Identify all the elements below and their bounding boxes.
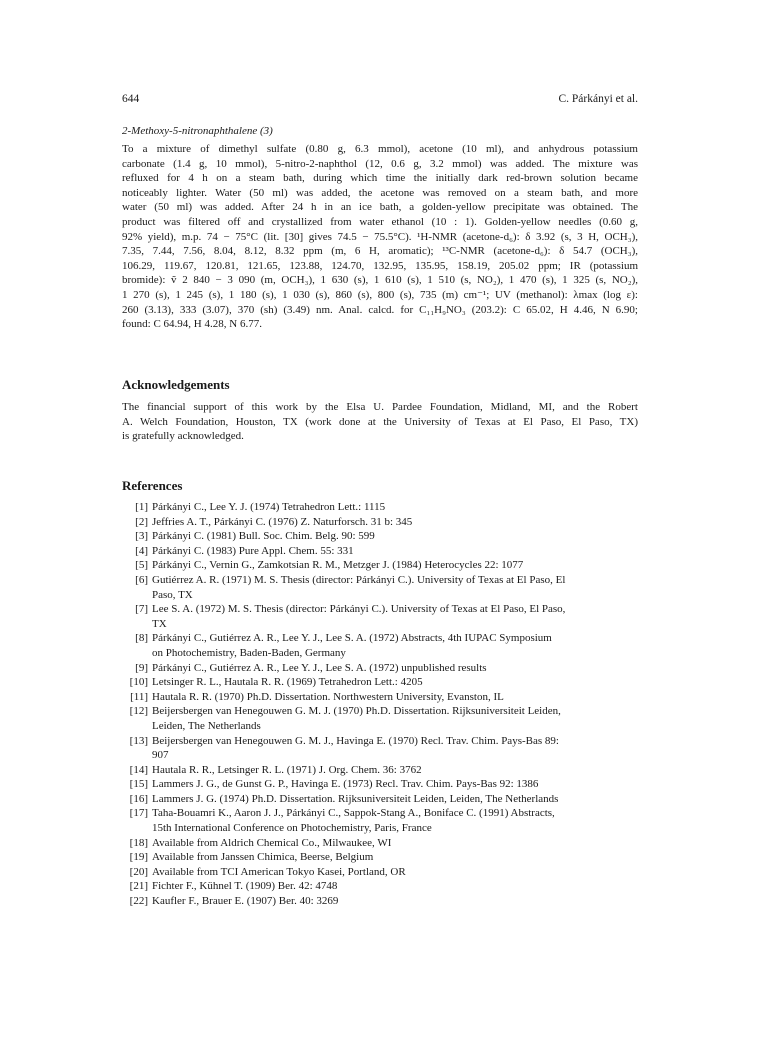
reference-item <box>122 675 638 690</box>
reference-item <box>122 763 638 778</box>
acknowledgements-line: A. Welch Foundation, Houston, TX (work done at the University of Texas at El Paso, El Paso, TX) <box>122 415 638 428</box>
reference-number: [7] <box>135 603 148 616</box>
reference-text: Lee S. A. (1972) M. S. Thesis (director: Párkányi C.). University of Texas at El Paso, El Paso, <box>152 603 566 616</box>
reference-number: [16] <box>129 792 148 805</box>
reference-text: Párkányi C. (1983) Pure Appl. Chem. 55: 331 <box>152 544 354 557</box>
reference-item <box>122 777 638 792</box>
reference-number: [8] <box>135 632 148 645</box>
acknowledgements-heading: Acknowledgements <box>122 377 230 392</box>
procedure-line: carbonate (1.4 g, 10 mmol), 5-nitro-2-naphthol (12, 0.6 g, 3.2 mmol) was added. The mixture was <box>122 157 638 170</box>
procedure-line: 7.35, 7.44, 7.56, 8.04, 8.12, 8.32 ppm (m, 6 H, aromatic); ¹³C-NMR (acetone-d₆): δ 54.7 (OCH₃), <box>122 245 638 258</box>
reference-number: [15] <box>129 778 148 791</box>
reference-number: [22] <box>129 895 148 908</box>
reference-number: [11] <box>130 690 148 703</box>
procedure-line: 92% yield), m.p. 74 − 75°C (lit. [30] gives 74.5 − 75.5°C). ¹H-NMR (acetone-d₆): δ 3.92 (s, 3 H, OCH₃), <box>122 230 638 243</box>
reference-text: Párkányi C. (1981) Bull. Soc. Chim. Belg. 90: 599 <box>152 530 375 543</box>
reference-item <box>122 734 638 763</box>
compound-title: 2-Methoxy-5-nitronaphthalene (3) <box>122 125 273 137</box>
reference-number: [10] <box>129 676 148 689</box>
procedure-line: product was filtered off and crystallized from water ethanol (10 : 1). Golden-yellow needles (0.60 g, <box>122 215 638 228</box>
running-header <box>122 93 638 109</box>
procedure-line: 260 (3.13), 333 (3.07), 370 (sh) (3.49) nm. Anal. calcd. for C₁₁H₉NO₃ (203.2): C 65.02, H 4.46, N 6.90; <box>122 303 638 316</box>
reference-text: Taha-Bouamri K., Aaron J. J., Párkányi C., Sappok-Stang A., Boniface C. (1991) Abstracts, <box>152 807 555 820</box>
reference-number: [5] <box>135 559 148 572</box>
reference-item <box>122 529 638 544</box>
reference-item <box>122 573 638 602</box>
reference-number: [20] <box>129 865 148 878</box>
references-heading: References <box>122 478 183 493</box>
acknowledgements-line: is gratefully acknowledged. <box>122 430 244 443</box>
reference-item <box>122 806 638 835</box>
reference-number: [2] <box>135 515 148 528</box>
reference-text: Hautala R. R., Letsinger R. L. (1971) J. Org. Chem. 36: 3762 <box>152 763 422 776</box>
acknowledgements-line: The financial support of this work by the Elsa U. Pardee Foundation, Midland, MI, and the Robert <box>122 401 638 413</box>
reference-number: [14] <box>129 763 148 776</box>
reference-item <box>122 894 638 909</box>
reference-text: Párkányi C., Gutiérrez A. R., Lee Y. J., Lee S. A. (1972) unpublished results <box>152 661 487 674</box>
reference-text: Paso, TX <box>152 588 193 601</box>
reference-number: [9] <box>135 661 148 674</box>
reference-item <box>122 704 638 733</box>
reference-number: [18] <box>129 836 148 849</box>
reference-item <box>122 631 638 660</box>
reference-item <box>122 515 638 530</box>
reference-item <box>122 661 638 676</box>
reference-number: [12] <box>129 705 148 718</box>
reference-number: [19] <box>129 851 148 864</box>
reference-text: Lammers J. G. (1974) Ph.D. Dissertation. Rijksuniversiteit Leiden, Leiden, The Netherlands <box>152 792 559 805</box>
procedure-line: 106.29, 119.67, 120.81, 121.65, 123.88, 124.70, 132.95, 135.95, 158.19, 205.02 ppm; IR (potassium <box>122 259 638 272</box>
reference-text: Párkányi C., Gutiérrez A. R., Lee Y. J., Lee S. A. (1972) Abstracts, 4th IUPAC Symposium <box>152 632 552 645</box>
reference-text: Leiden, The Netherlands <box>152 719 261 732</box>
reference-item <box>122 690 638 705</box>
reference-text: Jeffries A. T., Párkányi C. (1976) Z. Naturforsch. 31 b: 345 <box>152 515 413 528</box>
reference-number: [17] <box>129 807 148 820</box>
reference-text: TX <box>152 617 167 630</box>
page-number: 644 <box>122 93 140 105</box>
reference-text: 907 <box>152 749 169 762</box>
reference-item <box>122 850 638 865</box>
reference-text: Beijersbergen van Henegouwen G. M. J., Havinga E. (1970) Recl. Trav. Chim. Pays-Bas 89: <box>152 734 559 747</box>
reference-item <box>122 500 638 515</box>
reference-number: [21] <box>129 880 148 893</box>
procedure-paragraph <box>122 142 638 332</box>
reference-item <box>122 836 638 851</box>
acknowledgements-paragraph <box>122 400 638 444</box>
reference-text: Párkányi C., Vernin G., Zamkotsian R. M., Metzger J. (1984) Heterocycles 22: 1077 <box>152 559 524 572</box>
running-author: C. Párkányi et al. <box>558 93 638 105</box>
reference-number: [13] <box>129 734 148 747</box>
procedure-line: bromide): ṽ 2 840 − 3 090 (m, OCH₃), 1 630 (s), 1 610 (s), 1 510 (s, NO₂), 1 470 (s), 1 325 (s, NO₂), <box>122 274 638 287</box>
reference-item <box>122 602 638 631</box>
reference-number: [6] <box>135 573 148 586</box>
reference-item <box>122 544 638 559</box>
reference-number: [4] <box>135 544 148 557</box>
reference-text: Lammers J. G., de Gunst G. P., Havinga E. (1973) Recl. Trav. Chim. Pays-Bas 92: 1386 <box>152 778 539 791</box>
procedure-line: To a mixture of dimethyl sulfate (0.80 g, 6.3 mmol), acetone (10 ml), and anhydrous potassium <box>122 143 638 155</box>
reference-text: Available from Aldrich Chemical Co., Milwaukee, WI <box>152 836 392 849</box>
procedure-line: found: C 64.94, H 4.28, N 6.77. <box>122 318 262 331</box>
reference-item <box>122 792 638 807</box>
reference-text: Hautala R. R. (1970) Ph.D. Dissertation. Northwestern University, Evanston, IL <box>152 690 504 703</box>
reference-text: Gutiérrez A. R. (1971) M. S. Thesis (director: Párkányi C.). University of Texas at El Paso, El <box>152 573 566 586</box>
reference-item <box>122 879 638 894</box>
reference-text: Párkányi C., Lee Y. J. (1974) Tetrahedron Lett.: 1115 <box>152 501 386 513</box>
reference-item <box>122 558 638 573</box>
reference-text: Beijersbergen van Henegouwen G. M. J. (1970) Ph.D. Dissertation. Rijksuniversiteit Leiden, <box>152 705 561 718</box>
reference-list <box>122 500 638 909</box>
procedure-line: refluxed for 4 h on a steam bath, during which time the initially dark red-brown solution became <box>122 172 638 185</box>
reference-item <box>122 865 638 880</box>
reference-text: Available from TCI American Tokyo Kasei, Portland, OR <box>152 865 406 878</box>
reference-number: [1] <box>135 501 148 513</box>
reference-text: Available from Janssen Chimica, Beerse, Belgium <box>152 851 374 864</box>
reference-number: [3] <box>135 530 148 543</box>
reference-text: Letsinger R. L., Hautala R. R. (1969) Tetrahedron Lett.: 4205 <box>152 676 423 689</box>
procedure-line: noticeably lighter. Water (50 ml) was added, the acetone was removed on a steam bath, and more <box>122 186 638 199</box>
procedure-line: water (50 ml) was added. After 24 h in an ice bath, a golden-yellow precipitate was obtained. The <box>122 201 638 214</box>
reference-text: Fichter F., Kühnel T. (1909) Ber. 42: 4748 <box>152 880 338 893</box>
procedure-line: 1 270 (s), 1 245 (s), 1 180 (s), 1 030 (s), 860 (s), 800 (s), 735 (m) cm⁻¹; UV (methanol): λmax (log ε): <box>122 288 638 301</box>
reference-text: Kaufler F., Brauer E. (1907) Ber. 40: 3269 <box>152 895 339 908</box>
reference-text: 15th International Conference on Photochemistry, Paris, France <box>152 822 432 835</box>
reference-text: on Photochemistry, Baden-Baden, Germany <box>152 646 346 659</box>
